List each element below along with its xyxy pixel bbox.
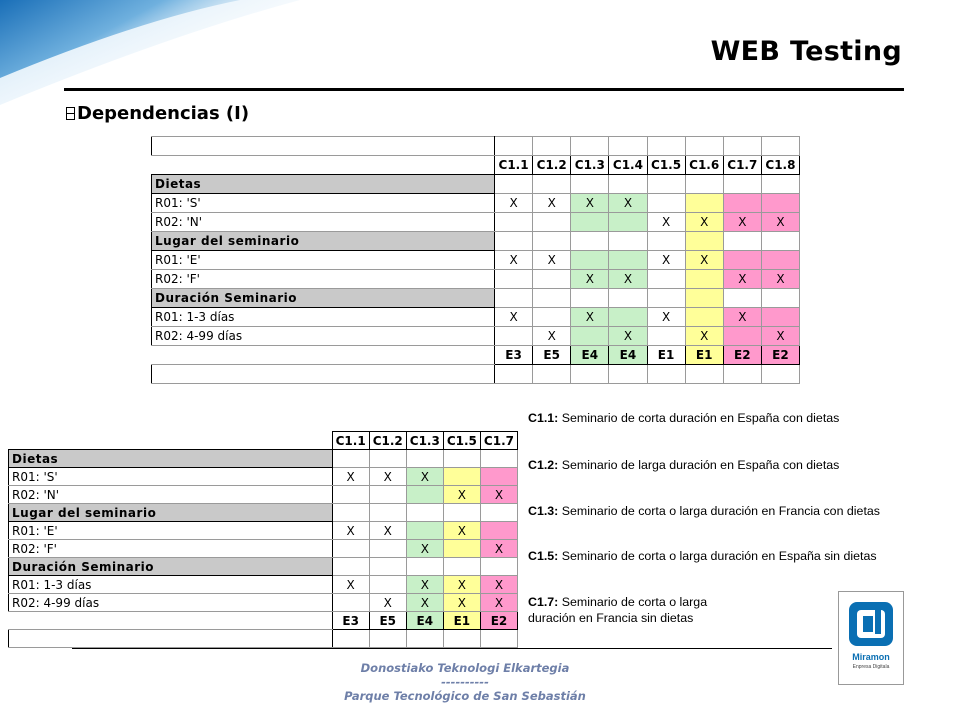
table-cell: X <box>685 327 723 346</box>
table-cell: X <box>647 251 685 270</box>
table-cell <box>533 213 571 232</box>
case-description-c17 <box>528 594 707 626</box>
section-label: Duración Seminario <box>152 289 495 308</box>
table-cell: X <box>571 270 609 289</box>
empty-cell <box>332 504 369 522</box>
table-cell <box>495 213 533 232</box>
total-cell: E2 <box>761 346 799 365</box>
column-header: C1.2 <box>369 432 406 450</box>
slide-subtitle <box>66 103 249 124</box>
empty-cell <box>480 630 517 648</box>
totals-row <box>9 612 518 630</box>
table-cell <box>647 327 685 346</box>
total-cell: E4 <box>571 346 609 365</box>
table-cell: X <box>533 327 571 346</box>
table-cell <box>406 522 443 540</box>
empty-cell <box>609 137 647 156</box>
title-divider <box>64 88 904 91</box>
column-header: C1.7 <box>723 156 761 175</box>
row-label: R01: 1-3 días <box>9 576 333 594</box>
section-row <box>152 232 800 251</box>
table-cell: X <box>723 213 761 232</box>
case-description-c11 <box>528 410 839 426</box>
empty-cell <box>723 175 761 194</box>
total-cell: E2 <box>480 612 517 630</box>
table-cell: X <box>609 270 647 289</box>
case-text: Seminario de corta duración en España con dietas <box>561 411 840 425</box>
case-text: Seminario de corta o larga duración en España sin dietas <box>561 549 877 563</box>
section-label: Lugar del seminario <box>9 504 333 522</box>
empty-cell <box>571 175 609 194</box>
empty-cell <box>685 365 723 384</box>
table-cell: X <box>332 468 369 486</box>
table-cell: X <box>571 308 609 327</box>
table-cell: X <box>571 194 609 213</box>
table-cell: X <box>647 308 685 327</box>
empty-cell <box>647 289 685 308</box>
empty-cell <box>647 175 685 194</box>
table-cell: X <box>443 522 480 540</box>
empty-cell <box>443 504 480 522</box>
empty-cell <box>406 630 443 648</box>
column-header: C1.3 <box>406 432 443 450</box>
empty-cell <box>647 365 685 384</box>
case-description-c15 <box>528 548 877 564</box>
empty-cell <box>152 346 495 365</box>
total-cell: E5 <box>369 612 406 630</box>
case-text-continued: duración en Francia sin dietas <box>528 611 694 625</box>
table-cell <box>533 308 571 327</box>
table-cell: X <box>369 468 406 486</box>
empty-cell <box>9 432 333 450</box>
table-cell: X <box>480 576 517 594</box>
total-cell: E2 <box>723 346 761 365</box>
column-header: C1.7 <box>480 432 517 450</box>
total-cell: E3 <box>332 612 369 630</box>
table-cell: X <box>480 486 517 504</box>
table-row <box>9 576 518 594</box>
column-header: C1.8 <box>761 156 799 175</box>
table-cell <box>685 194 723 213</box>
column-header: C1.5 <box>647 156 685 175</box>
corner-swoosh <box>0 0 340 110</box>
empty-cell <box>571 365 609 384</box>
column-header: C1.5 <box>443 432 480 450</box>
table-cell: X <box>332 576 369 594</box>
dependency-table-full <box>151 136 800 384</box>
table-cell: X <box>443 594 480 612</box>
table-cell: X <box>685 213 723 232</box>
spacer-row <box>9 630 518 648</box>
empty-cell <box>761 137 799 156</box>
case-code: C1.7: <box>528 595 559 609</box>
empty-cell <box>723 289 761 308</box>
logo-tagline: Enpresa Digitala <box>852 664 890 670</box>
section-row <box>9 450 518 468</box>
row-label: R01: 'S' <box>9 468 333 486</box>
empty-cell <box>443 630 480 648</box>
table-cell <box>685 308 723 327</box>
table-cell: X <box>369 594 406 612</box>
table-cell: X <box>480 540 517 558</box>
table-cell: X <box>723 308 761 327</box>
table-cell: X <box>533 251 571 270</box>
row-label: R01: 'E' <box>152 251 495 270</box>
table-cell <box>761 251 799 270</box>
empty-cell <box>406 504 443 522</box>
miramon-logo-icon <box>839 594 903 654</box>
table-cell <box>443 540 480 558</box>
empty-cell <box>480 558 517 576</box>
empty-cell <box>9 630 333 648</box>
empty-cell <box>152 137 495 156</box>
table-row <box>9 594 518 612</box>
footer-divider <box>72 648 832 649</box>
case-description-c12 <box>528 457 839 473</box>
spacer-row <box>152 365 800 384</box>
empty-cell <box>152 365 495 384</box>
row-label: R02: 4-99 días <box>152 327 495 346</box>
table-cell: X <box>495 251 533 270</box>
section-row <box>152 175 800 194</box>
total-cell: E5 <box>533 346 571 365</box>
column-header: C1.4 <box>609 156 647 175</box>
table-cell <box>571 327 609 346</box>
table-cell <box>443 468 480 486</box>
table-cell: X <box>495 194 533 213</box>
total-cell: E4 <box>609 346 647 365</box>
totals-row <box>152 346 800 365</box>
table-cell <box>406 486 443 504</box>
case-text: Seminario de larga duración en España con dietas <box>561 458 840 472</box>
table-row <box>9 522 518 540</box>
empty-cell <box>723 365 761 384</box>
empty-cell <box>685 289 723 308</box>
empty-cell <box>332 630 369 648</box>
total-cell: E3 <box>495 346 533 365</box>
section-label: Dietas <box>9 450 333 468</box>
empty-cell <box>533 365 571 384</box>
case-text: Seminario de corta o larga duración en Francia con dietas <box>561 504 880 518</box>
row-label: R02: 'N' <box>9 486 333 504</box>
empty-cell <box>406 558 443 576</box>
row-label: R02: 4-99 días <box>9 594 333 612</box>
empty-cell <box>723 137 761 156</box>
table-cell <box>369 486 406 504</box>
empty-cell <box>443 558 480 576</box>
table-cell <box>332 486 369 504</box>
column-header: C1.1 <box>332 432 369 450</box>
miramon-logo <box>838 591 904 685</box>
table-row <box>152 270 800 289</box>
table-cell <box>761 194 799 213</box>
empty-cell <box>761 232 799 251</box>
table-cell <box>332 540 369 558</box>
table-cell <box>723 327 761 346</box>
empty-cell <box>369 450 406 468</box>
table-cell: X <box>723 270 761 289</box>
table-cell <box>571 251 609 270</box>
empty-cell <box>406 450 443 468</box>
empty-cell <box>369 630 406 648</box>
empty-cell <box>571 289 609 308</box>
section-label: Duración Seminario <box>9 558 333 576</box>
footer-line-1: Donostiako Teknologi Elkartegia <box>360 661 570 675</box>
table-cell: X <box>443 576 480 594</box>
dependency-table-reduced <box>8 431 518 648</box>
row-label: R01: 'E' <box>9 522 333 540</box>
empty-cell <box>609 175 647 194</box>
empty-cell <box>480 504 517 522</box>
section-row <box>152 289 800 308</box>
table-cell: X <box>406 594 443 612</box>
empty-cell <box>533 137 571 156</box>
row-label: R01: 1-3 días <box>152 308 495 327</box>
header-row <box>9 432 518 450</box>
table-cell: X <box>332 522 369 540</box>
section-label: Lugar del seminario <box>152 232 495 251</box>
table-cell <box>761 308 799 327</box>
empty-cell <box>609 232 647 251</box>
empty-cell <box>761 175 799 194</box>
case-code: C1.2: <box>528 458 559 472</box>
table-cell <box>647 194 685 213</box>
section-row <box>9 504 518 522</box>
table-row <box>9 486 518 504</box>
table-cell <box>495 270 533 289</box>
table-cell: X <box>406 576 443 594</box>
case-code: C1.3: <box>528 504 559 518</box>
table-cell <box>609 251 647 270</box>
empty-cell <box>761 289 799 308</box>
table-cell: X <box>406 468 443 486</box>
empty-cell <box>609 365 647 384</box>
empty-cell <box>685 137 723 156</box>
table-cell <box>369 540 406 558</box>
table-cell <box>480 522 517 540</box>
case-text: Seminario de corta o larga <box>561 595 708 609</box>
table-row <box>9 468 518 486</box>
bullet-icon <box>66 107 75 120</box>
table-row <box>152 327 800 346</box>
total-cell: E1 <box>685 346 723 365</box>
empty-cell <box>533 232 571 251</box>
empty-cell <box>533 289 571 308</box>
empty-cell <box>480 450 517 468</box>
column-header: C1.6 <box>685 156 723 175</box>
empty-cell <box>332 450 369 468</box>
table-cell: X <box>495 308 533 327</box>
header-row <box>152 156 800 175</box>
table-cell <box>495 327 533 346</box>
table-row <box>9 540 518 558</box>
table-cell: X <box>406 540 443 558</box>
table-cell <box>533 270 571 289</box>
row-label: R02: 'F' <box>152 270 495 289</box>
table-cell <box>647 270 685 289</box>
case-code: C1.5: <box>528 549 559 563</box>
table-cell: X <box>761 213 799 232</box>
empty-cell <box>495 137 533 156</box>
empty-cell <box>685 232 723 251</box>
section-label: Dietas <box>152 175 495 194</box>
empty-cell <box>152 156 495 175</box>
table-cell: X <box>369 522 406 540</box>
case-code: C1.1: <box>528 411 559 425</box>
table-cell <box>723 251 761 270</box>
empty-cell <box>533 175 571 194</box>
logo-name: Miramon <box>852 652 890 662</box>
table-cell <box>571 213 609 232</box>
table-cell: X <box>609 194 647 213</box>
empty-cell <box>332 558 369 576</box>
table-cell: X <box>443 486 480 504</box>
table-cell <box>609 308 647 327</box>
row-label: R02: 'F' <box>9 540 333 558</box>
empty-cell <box>9 612 333 630</box>
empty-cell <box>761 365 799 384</box>
empty-cell <box>495 365 533 384</box>
table-cell: X <box>761 270 799 289</box>
empty-cell <box>647 137 685 156</box>
empty-cell <box>495 289 533 308</box>
empty-cell <box>495 232 533 251</box>
empty-cell <box>571 137 609 156</box>
table-row <box>152 308 800 327</box>
empty-cell <box>723 232 761 251</box>
table-cell: X <box>533 194 571 213</box>
empty-cell <box>647 232 685 251</box>
table-cell <box>480 468 517 486</box>
case-description-c13 <box>528 503 880 519</box>
slide-title: WEB Testing <box>710 36 902 67</box>
row-label: R02: 'N' <box>152 213 495 232</box>
table-cell: X <box>480 594 517 612</box>
empty-cell <box>443 450 480 468</box>
total-cell: E4 <box>406 612 443 630</box>
table-cell: X <box>609 327 647 346</box>
section-row <box>9 558 518 576</box>
table-row <box>152 251 800 270</box>
empty-cell <box>571 232 609 251</box>
empty-cell <box>369 504 406 522</box>
total-cell: E1 <box>647 346 685 365</box>
footer-line-2: Parque Tecnológico de San Sebastián <box>344 689 586 703</box>
table-row <box>152 213 800 232</box>
column-header: C1.3 <box>571 156 609 175</box>
table-cell: X <box>685 251 723 270</box>
empty-cell <box>609 289 647 308</box>
column-header: C1.1 <box>495 156 533 175</box>
spacer-row <box>152 137 800 156</box>
empty-cell <box>685 175 723 194</box>
row-label: R01: 'S' <box>152 194 495 213</box>
table-cell <box>723 194 761 213</box>
empty-cell <box>495 175 533 194</box>
table-row <box>152 194 800 213</box>
subtitle-text: Dependencias (I) <box>77 103 250 124</box>
footer-separator: ---------- <box>441 675 489 689</box>
column-header: C1.2 <box>533 156 571 175</box>
empty-cell <box>369 558 406 576</box>
table-cell <box>609 213 647 232</box>
table-cell <box>369 576 406 594</box>
table-cell <box>685 270 723 289</box>
table-cell: X <box>761 327 799 346</box>
total-cell: E1 <box>443 612 480 630</box>
table-cell <box>332 594 369 612</box>
table-cell: X <box>647 213 685 232</box>
